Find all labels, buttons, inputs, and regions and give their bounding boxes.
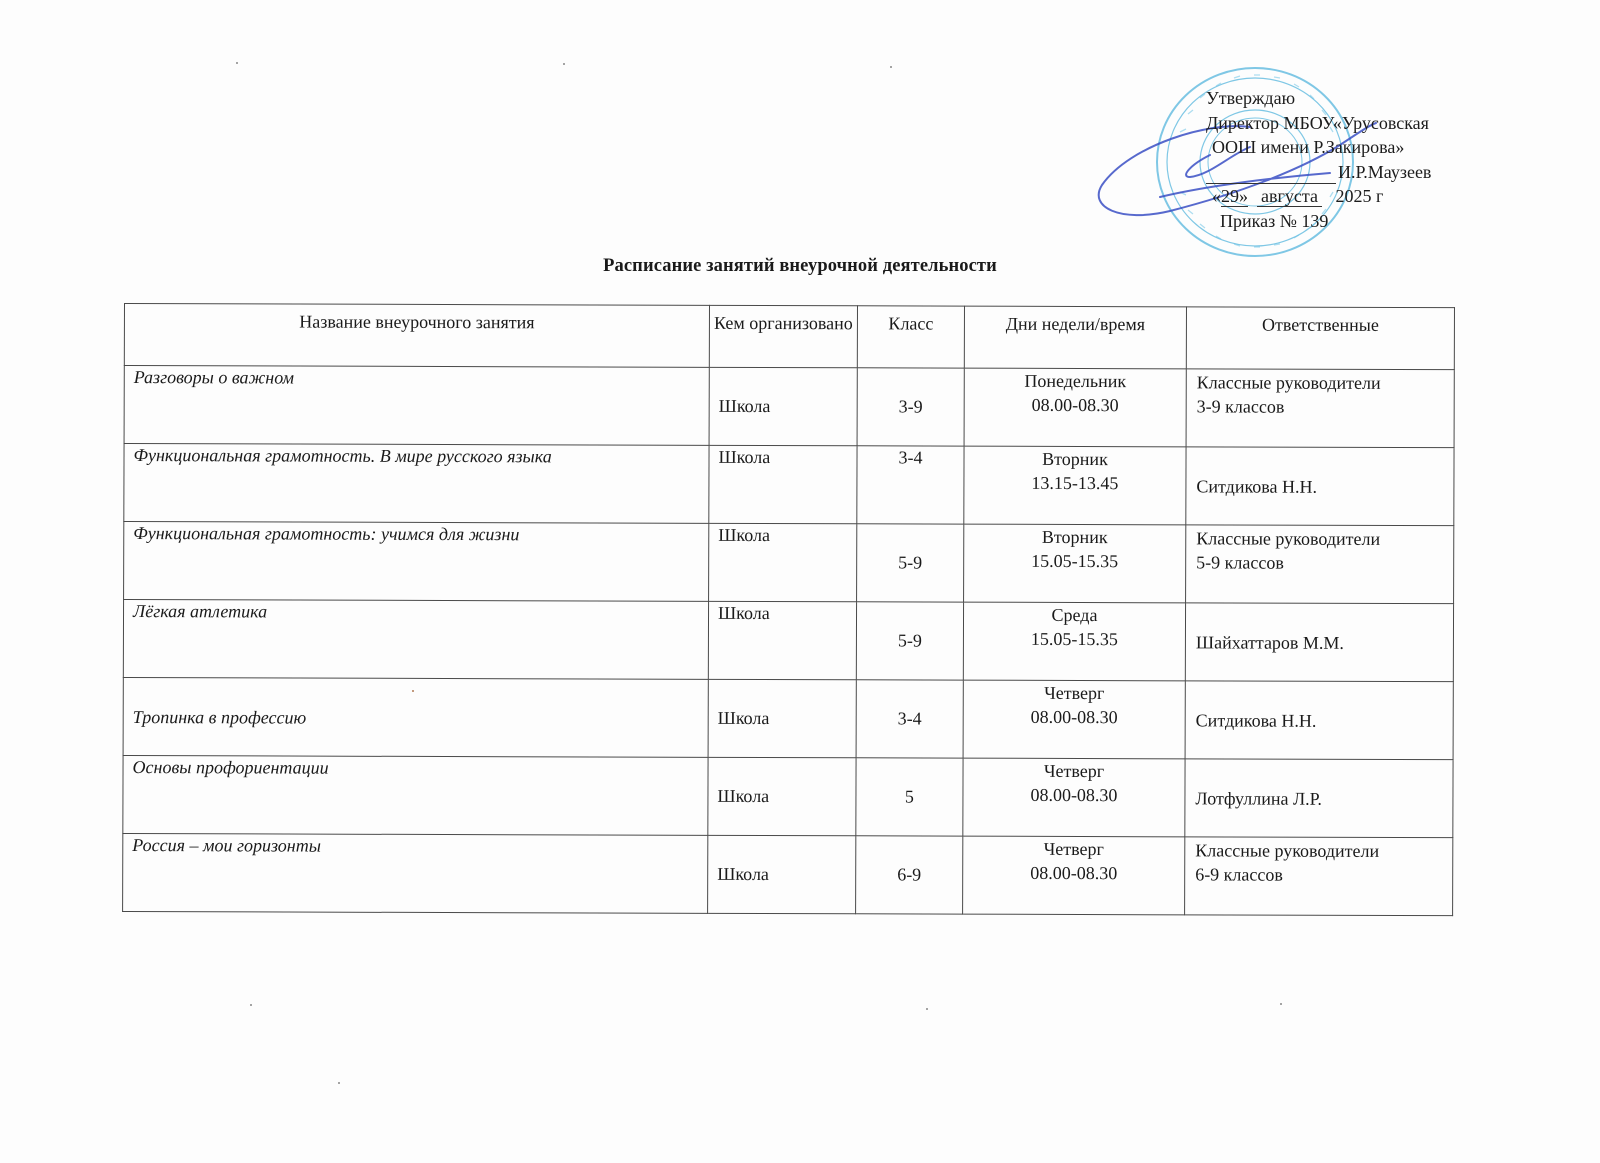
signature-blank <box>1206 165 1336 184</box>
organizer: Школа <box>717 863 769 885</box>
activity-name: Тропинка в профессию <box>132 707 307 728</box>
organizer: Школа <box>717 785 770 807</box>
table-row <box>123 677 1453 759</box>
header-class: Класс <box>857 306 964 368</box>
organizer: Школа <box>718 395 771 417</box>
activity-name: Функциональная грамотность: учимся для жизни <box>133 523 520 545</box>
responsible-line-1: Классные руководители <box>1196 372 1381 393</box>
approval-heading: Утверждаю <box>1206 88 1296 108</box>
day-of-week: Четверг <box>1043 760 1105 782</box>
time-slot: 08.00-08.30 <box>1030 784 1118 806</box>
class-range: 3-4 <box>898 447 923 468</box>
organizer: Школа <box>718 446 771 468</box>
table-row <box>123 833 1453 915</box>
class-range: 3-4 <box>897 708 922 729</box>
activity-name: Лёгкая атлетика <box>133 601 268 622</box>
time-slot: 08.00-08.30 <box>1031 394 1119 416</box>
page-title: Расписание занятий внеурочной деятельности <box>603 256 997 276</box>
table-row <box>123 755 1453 837</box>
organizer: Школа <box>718 524 771 546</box>
time-slot: 15.05-15.35 <box>1030 628 1118 650</box>
approval-date <box>1206 184 1506 209</box>
responsible-line-1: Классные руководители <box>1196 528 1381 549</box>
table-row <box>124 366 1454 448</box>
approval-school-name: ООШ имени Р.Закирова» <box>1212 137 1405 157</box>
approval-block <box>1206 86 1506 233</box>
activity-name: Функциональная грамотность. В мире русского языка <box>133 445 552 467</box>
organizer: Школа <box>717 602 770 624</box>
table-header-row <box>124 304 1454 370</box>
responsible-line-2: Шайхаттаров М.М. <box>1195 632 1345 653</box>
header-responsible: Ответственные <box>1186 307 1454 370</box>
class-range: 5-9 <box>897 630 922 651</box>
time-slot: 15.05-15.35 <box>1031 550 1119 572</box>
schedule-table <box>122 303 1455 916</box>
date-open-quote: « <box>1212 186 1221 206</box>
activity-name: Россия – мои горизонты <box>132 835 321 856</box>
activity-name: Разговоры о важном <box>133 367 295 388</box>
class-range: 6-9 <box>897 864 922 885</box>
responsible-line-2: Ситдикова Н.Н. <box>1195 710 1317 731</box>
approval-director-name: И.Р.Маузеев <box>1338 161 1432 182</box>
responsible-line-2: Ситдикова Н.Н. <box>1196 476 1318 497</box>
responsible-line-2: 3-9 классов <box>1196 396 1285 417</box>
class-range: 5-9 <box>898 552 923 573</box>
header-organizer: Кем организовано <box>709 305 857 367</box>
day-of-week: Вторник <box>1041 526 1108 548</box>
header-activity-name: Название внеурочного занятия <box>124 304 709 368</box>
date-month: августа <box>1257 186 1322 207</box>
date-day: 29» <box>1221 186 1248 206</box>
activity-name: Основы профориентации <box>132 757 329 778</box>
approval-order-number: Приказ № 139 <box>1220 210 1329 231</box>
day-of-week: Среда <box>1051 604 1098 626</box>
day-of-week: Четверг <box>1044 682 1105 704</box>
header-days-time: Дни недели/время <box>964 306 1186 369</box>
day-of-week: Вторник <box>1042 448 1108 470</box>
class-range: 5 <box>904 786 914 807</box>
class-range: 3-9 <box>898 396 923 417</box>
responsible-line-2: 5-9 классов <box>1196 552 1284 573</box>
table-row <box>124 522 1454 604</box>
responsible-line-2: 6-9 классов <box>1195 864 1283 885</box>
day-of-week: Понедельник <box>1024 370 1127 392</box>
table-row <box>123 600 1453 682</box>
responsible-line-1: Классные руководители <box>1195 840 1380 861</box>
table-row <box>124 444 1454 526</box>
day-of-week: Четверг <box>1043 838 1104 860</box>
organizer: Школа <box>717 707 770 729</box>
date-year: 2025 г <box>1335 186 1384 206</box>
time-slot: 08.00-08.30 <box>1030 862 1118 884</box>
approval-signature-line <box>1206 160 1506 185</box>
time-slot: 13.15-13.45 <box>1031 472 1119 494</box>
approval-director-title: Директор МБОУ«Урусовская <box>1206 112 1429 133</box>
time-slot: 08.00-08.30 <box>1030 706 1118 728</box>
responsible-line-2: Лотфуллина Л.Р. <box>1195 788 1322 809</box>
